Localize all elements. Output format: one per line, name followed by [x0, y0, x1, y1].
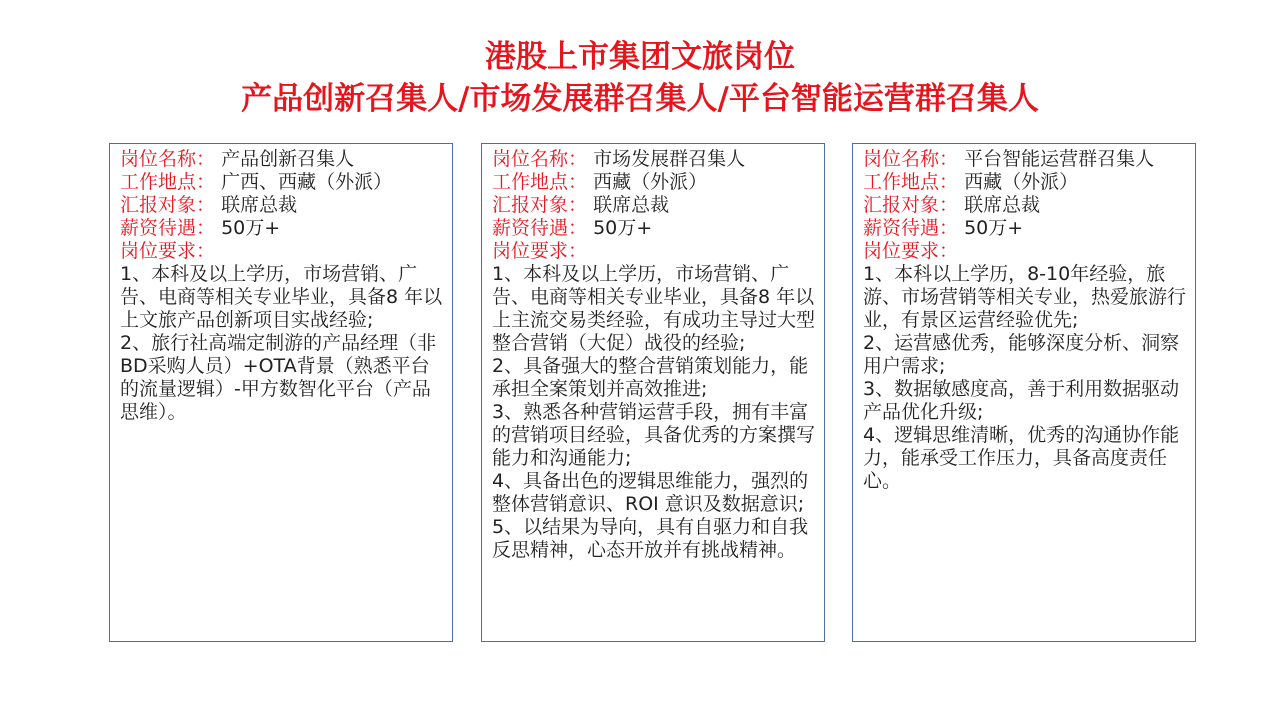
- location-label: 工作地点: [863, 171, 940, 193]
- report-to-label: 汇报对象: [492, 194, 569, 216]
- salary-field: 薪资待遇： 50万+: [120, 217, 281, 239]
- position-value: 市场发展群召集人: [593, 148, 746, 170]
- location-value: 西藏（外派）: [593, 171, 708, 193]
- location-field: 工作地点： 西藏（外派）: [492, 171, 708, 193]
- requirements-label: 岗位要求: [120, 240, 197, 262]
- position-value: 产品创新召集人: [221, 148, 355, 170]
- requirements-heading: 岗位要求：: [863, 240, 959, 262]
- title-line-2: 产品创新召集人/市场发展群召集人/平台智能运营群召集人: [241, 81, 1039, 117]
- position-value: 平台智能运营群召集人: [964, 148, 1155, 170]
- salary-label: 薪资待遇: [863, 217, 940, 239]
- requirement-item: 2、旅行社高端定制游的产品经理（非BD采购人员）+OTA背景（熟悉平台的流量逻辑）-甲方数智化平台（产品思维）。: [120, 332, 437, 423]
- requirement-item: 5、以结果为导向，具有自驱力和自我反思精神，心态开放并有挑战精神。: [492, 516, 809, 561]
- location-value: 西藏（外派）: [964, 171, 1079, 193]
- requirement-item: 1、本科及以上学历，市场营销、广告、电商等相关专业毕业，具备8 年以上文旅产品创新项目实战经验;: [120, 263, 443, 331]
- job-card-platform-operations: [852, 143, 1196, 642]
- requirement-item: 4、逻辑思维清晰，优秀的沟通协作能力，能承受工作压力，具备高度责任心。: [863, 424, 1180, 492]
- report-to-field: 汇报对象： 联席总裁: [492, 194, 670, 216]
- salary-field: 薪资待遇： 50万+: [492, 217, 653, 239]
- requirement-item: 3、数据敏感度高，善于利用数据驱动产品优化升级;: [863, 378, 1180, 423]
- position-field: 岗位名称： 市场发展群召集人: [492, 148, 746, 170]
- requirement-item: 2、具备强大的整合营销策划能力，能承担全案策划并高效推进;: [492, 355, 809, 400]
- requirement-item: 1、本科及以上学历，市场营销、广告、电商等相关专业毕业，具备8 年以上主流交易类经验，有成功主导过大型整合营销（大促）战役的经验;: [492, 263, 816, 354]
- salary-label: 薪资待遇: [120, 217, 197, 239]
- salary-value: 50万+: [964, 217, 1024, 239]
- requirements-label: 岗位要求: [492, 240, 569, 262]
- report-to-value: 联席总裁: [593, 194, 670, 216]
- location-field: 工作地点： 西藏（外派）: [863, 171, 1079, 193]
- requirement-item: 1、本科以上学历，8-10年经验，旅游、市场营销等相关专业，热爱旅游行业，有景区运营经验优先;: [863, 263, 1187, 331]
- title-line-1: 港股上市集团文旅岗位: [485, 39, 795, 75]
- salary-label: 薪资待遇: [492, 217, 569, 239]
- report-to-label: 汇报对象: [863, 194, 940, 216]
- requirements-heading: 岗位要求：: [120, 240, 216, 262]
- location-field: 工作地点： 广西、西藏（外派）: [120, 171, 393, 193]
- position-label: 岗位名称: [120, 148, 197, 170]
- requirement-item: 4、具备出色的逻辑思维能力，强烈的整体营销意识、ROI 意识及数据意识;: [492, 470, 809, 515]
- report-to-field: 汇报对象： 联席总裁: [120, 194, 298, 216]
- requirement-item: 2、运营感优秀，能够深度分析、洞察用户需求;: [863, 332, 1180, 377]
- position-field: 岗位名称： 平台智能运营群召集人: [863, 148, 1155, 170]
- salary-field: 薪资待遇： 50万+: [863, 217, 1024, 239]
- report-to-field: 汇报对象： 联席总裁: [863, 194, 1041, 216]
- location-label: 工作地点: [492, 171, 569, 193]
- requirements-label: 岗位要求: [863, 240, 940, 262]
- page-title: [0, 36, 1280, 120]
- requirement-item: 3、熟悉各种营销运营手段，拥有丰富的营销项目经验，具备优秀的方案撰写能力和沟通能力;: [492, 401, 816, 469]
- position-label: 岗位名称: [492, 148, 569, 170]
- position-field: 岗位名称： 产品创新召集人: [120, 148, 355, 170]
- position-label: 岗位名称: [863, 148, 940, 170]
- job-card-market-development: [481, 143, 825, 642]
- location-label: 工作地点: [120, 171, 197, 193]
- requirements-heading: 岗位要求：: [492, 240, 588, 262]
- report-to-value: 联席总裁: [964, 194, 1041, 216]
- salary-value: 50万+: [221, 217, 281, 239]
- salary-value: 50万+: [593, 217, 653, 239]
- report-to-label: 汇报对象: [120, 194, 197, 216]
- report-to-value: 联席总裁: [221, 194, 298, 216]
- location-value: 广西、西藏（外派）: [221, 171, 393, 193]
- job-card-product-innovation: [109, 143, 453, 642]
